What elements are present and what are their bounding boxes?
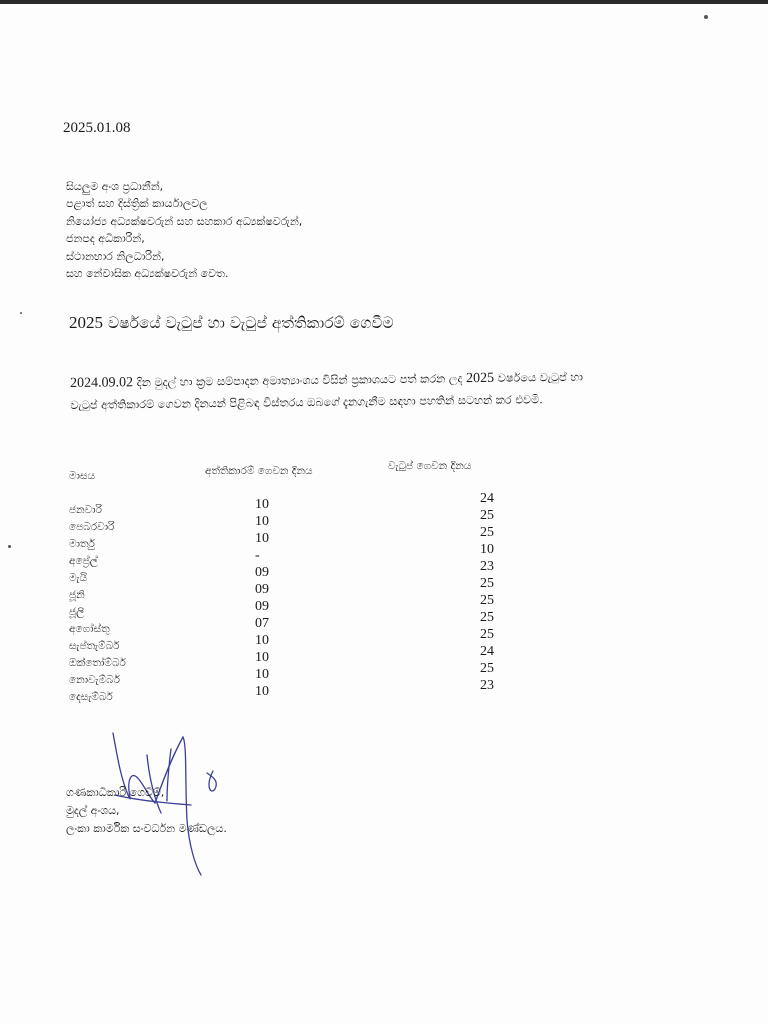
table-cell-advance: 10 [255, 497, 269, 512]
letter-subject [69, 313, 394, 333]
table-cell-salary: 23 [480, 559, 494, 574]
addressee-line: පළාත් සහ දිස්ත්‍රික් කාර්යාලවල [66, 197, 208, 211]
table-cell-month: අගෝස්තු [69, 623, 110, 635]
advance-day-column [255, 496, 269, 700]
header-salary-day: වැටුප් ගෙවන දිනය [388, 460, 472, 472]
addressee-line: ස්ථානභාර නිලධාරින්, [66, 249, 165, 263]
table-cell-advance: 10 [255, 650, 269, 665]
body-text: දින මුදල් හා ක්‍රම සම්පාදන අමාත්‍යාංශය විසින් ප්‍රකාශයට පත් කරන ලද [136, 372, 463, 390]
header-advance-day: අත්තිකාරම් ගෙවන දිනය [205, 465, 313, 477]
addressee-line: නියෝජ්‍ය අධ්‍යක්ෂවරුන් සහ සහකාර අධ්‍යක්ෂවරුන්, [66, 214, 303, 228]
table-cell-month: සැප්තැම්බර් [69, 640, 120, 652]
signatory-line: ගණකාධිකාරි ගෙවීම්, [66, 786, 165, 799]
table-cell-salary: 25 [480, 508, 494, 523]
scan-speck [8, 545, 11, 548]
table-cell-advance: 09 [255, 582, 269, 597]
table-cell-salary: 24 [480, 644, 494, 659]
scan-speck [704, 15, 708, 19]
table-cell-salary: 23 [480, 678, 494, 693]
table-cell-salary: 25 [480, 593, 494, 608]
body-text: වර්ෂයෙ වැටුප් හා [497, 370, 584, 385]
signatory-line: මුදල් අංශය, [66, 804, 120, 817]
table-cell-month: මාර්තු [69, 538, 95, 550]
table-cell-advance: 10 [255, 514, 269, 529]
table-cell-salary: 10 [480, 542, 494, 557]
table-cell-advance: 10 [255, 633, 269, 648]
table-cell-advance: 07 [255, 616, 269, 631]
month-column [69, 502, 126, 706]
table-cell-advance: 09 [255, 599, 269, 614]
table-cell-advance: 10 [255, 667, 269, 682]
body-paragraph [70, 367, 583, 417]
addressee-line: සහ නේවාසික අධ්‍යක්ෂවරුන් වෙත. [66, 267, 229, 281]
addressee-block [66, 178, 302, 282]
table-cell-month: පෙබරවාරි [69, 521, 115, 533]
body-year: 2025 [466, 370, 495, 387]
signatory-block [66, 784, 227, 838]
table-cell-advance: - [255, 548, 260, 563]
table-cell-salary: 25 [480, 525, 494, 540]
body-date: 2024.09.02 [70, 375, 134, 391]
header-month: මාසය [69, 470, 96, 482]
table-cell-advance: 09 [255, 565, 269, 580]
letter-date: 2025.01.08 [63, 120, 131, 136]
addressee-line: ජනපද අධිකාරින්, [66, 232, 145, 246]
table-cell-month: ඔක්තෝම්බර් [69, 657, 126, 669]
table-cell-month: දෙසැම්බර් [69, 691, 113, 703]
subject-year: 2025 [69, 313, 103, 332]
table-cell-salary: 25 [480, 661, 494, 676]
table-cell-advance: 10 [255, 684, 269, 699]
table-cell-salary: 25 [480, 576, 494, 591]
table-cell-month: ජනවාරි [69, 504, 102, 516]
salary-day-column [480, 490, 494, 694]
subject-text: වර්ෂයේ වැටුප් හා වැටුප් අත්තිකාරම් ගෙවීම [107, 314, 394, 332]
addressee-line: සියලුම අංශ ප්‍රධානීන්, [66, 180, 164, 193]
signatory-line: ලංකා කාර්මික සංවර්ධන මණ්ඩලය. [66, 822, 227, 835]
table-cell-month: ජූලි [69, 606, 85, 618]
table-cell-advance: 10 [255, 531, 269, 546]
table-cell-salary: 25 [480, 610, 494, 625]
table-cell-month: මැයි [69, 572, 88, 584]
table-cell-salary: 24 [480, 491, 494, 506]
scan-top-edge [0, 0, 768, 4]
table-cell-salary: 25 [480, 627, 494, 642]
scan-speck [20, 312, 22, 314]
table-cell-month: අප්‍රේල් [69, 555, 98, 567]
body-line-2: වැටුප් අත්තිකාරම් ගෙවන දිනයන් පිළිබඳ විස්තරය ඔබගේ දැනගැනීම සඳහා පහතින් සටහන් කර එවමි. [70, 393, 543, 412]
table-cell-month: ජූනි [69, 589, 85, 601]
table-cell-month: නොවැම්බර් [69, 674, 121, 686]
